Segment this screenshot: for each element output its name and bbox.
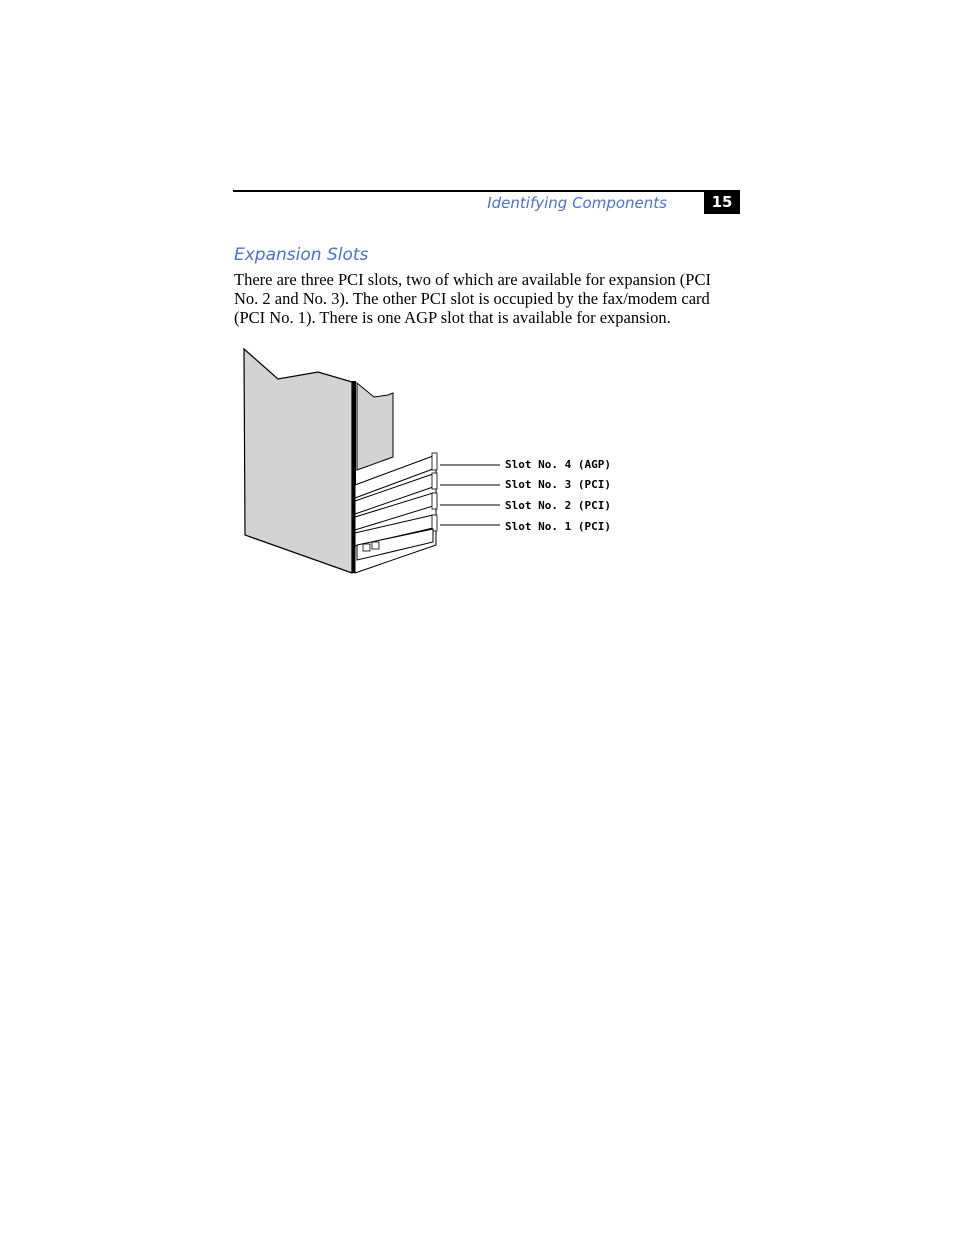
phone-port-icon bbox=[372, 542, 379, 549]
slot-label-4: Slot No. 4 (AGP) bbox=[505, 458, 611, 471]
running-head-title: Identifying Components bbox=[487, 194, 667, 212]
section-title: Expansion Slots bbox=[234, 245, 369, 265]
page-number: 15 bbox=[704, 191, 740, 214]
section-body-text: There are three PCI slots, two of which are available for expansion (PCI No. 2 and No. 3). The other PCI slot is occupied by the fax/modem card (PCI No. 1). There is one AGP slot that is available for expansion. bbox=[234, 270, 711, 327]
case-back-upper bbox=[357, 383, 393, 470]
expansion-slots-illustration bbox=[240, 345, 640, 580]
modem-port-icon bbox=[363, 544, 370, 551]
slot-label-2: Slot No. 2 (PCI) bbox=[505, 499, 611, 512]
slot-label-3: Slot No. 3 (PCI) bbox=[505, 478, 611, 491]
slot-label-1: Slot No. 1 (PCI) bbox=[505, 520, 611, 533]
header-rule bbox=[233, 190, 740, 192]
case-side-panel bbox=[244, 349, 352, 573]
